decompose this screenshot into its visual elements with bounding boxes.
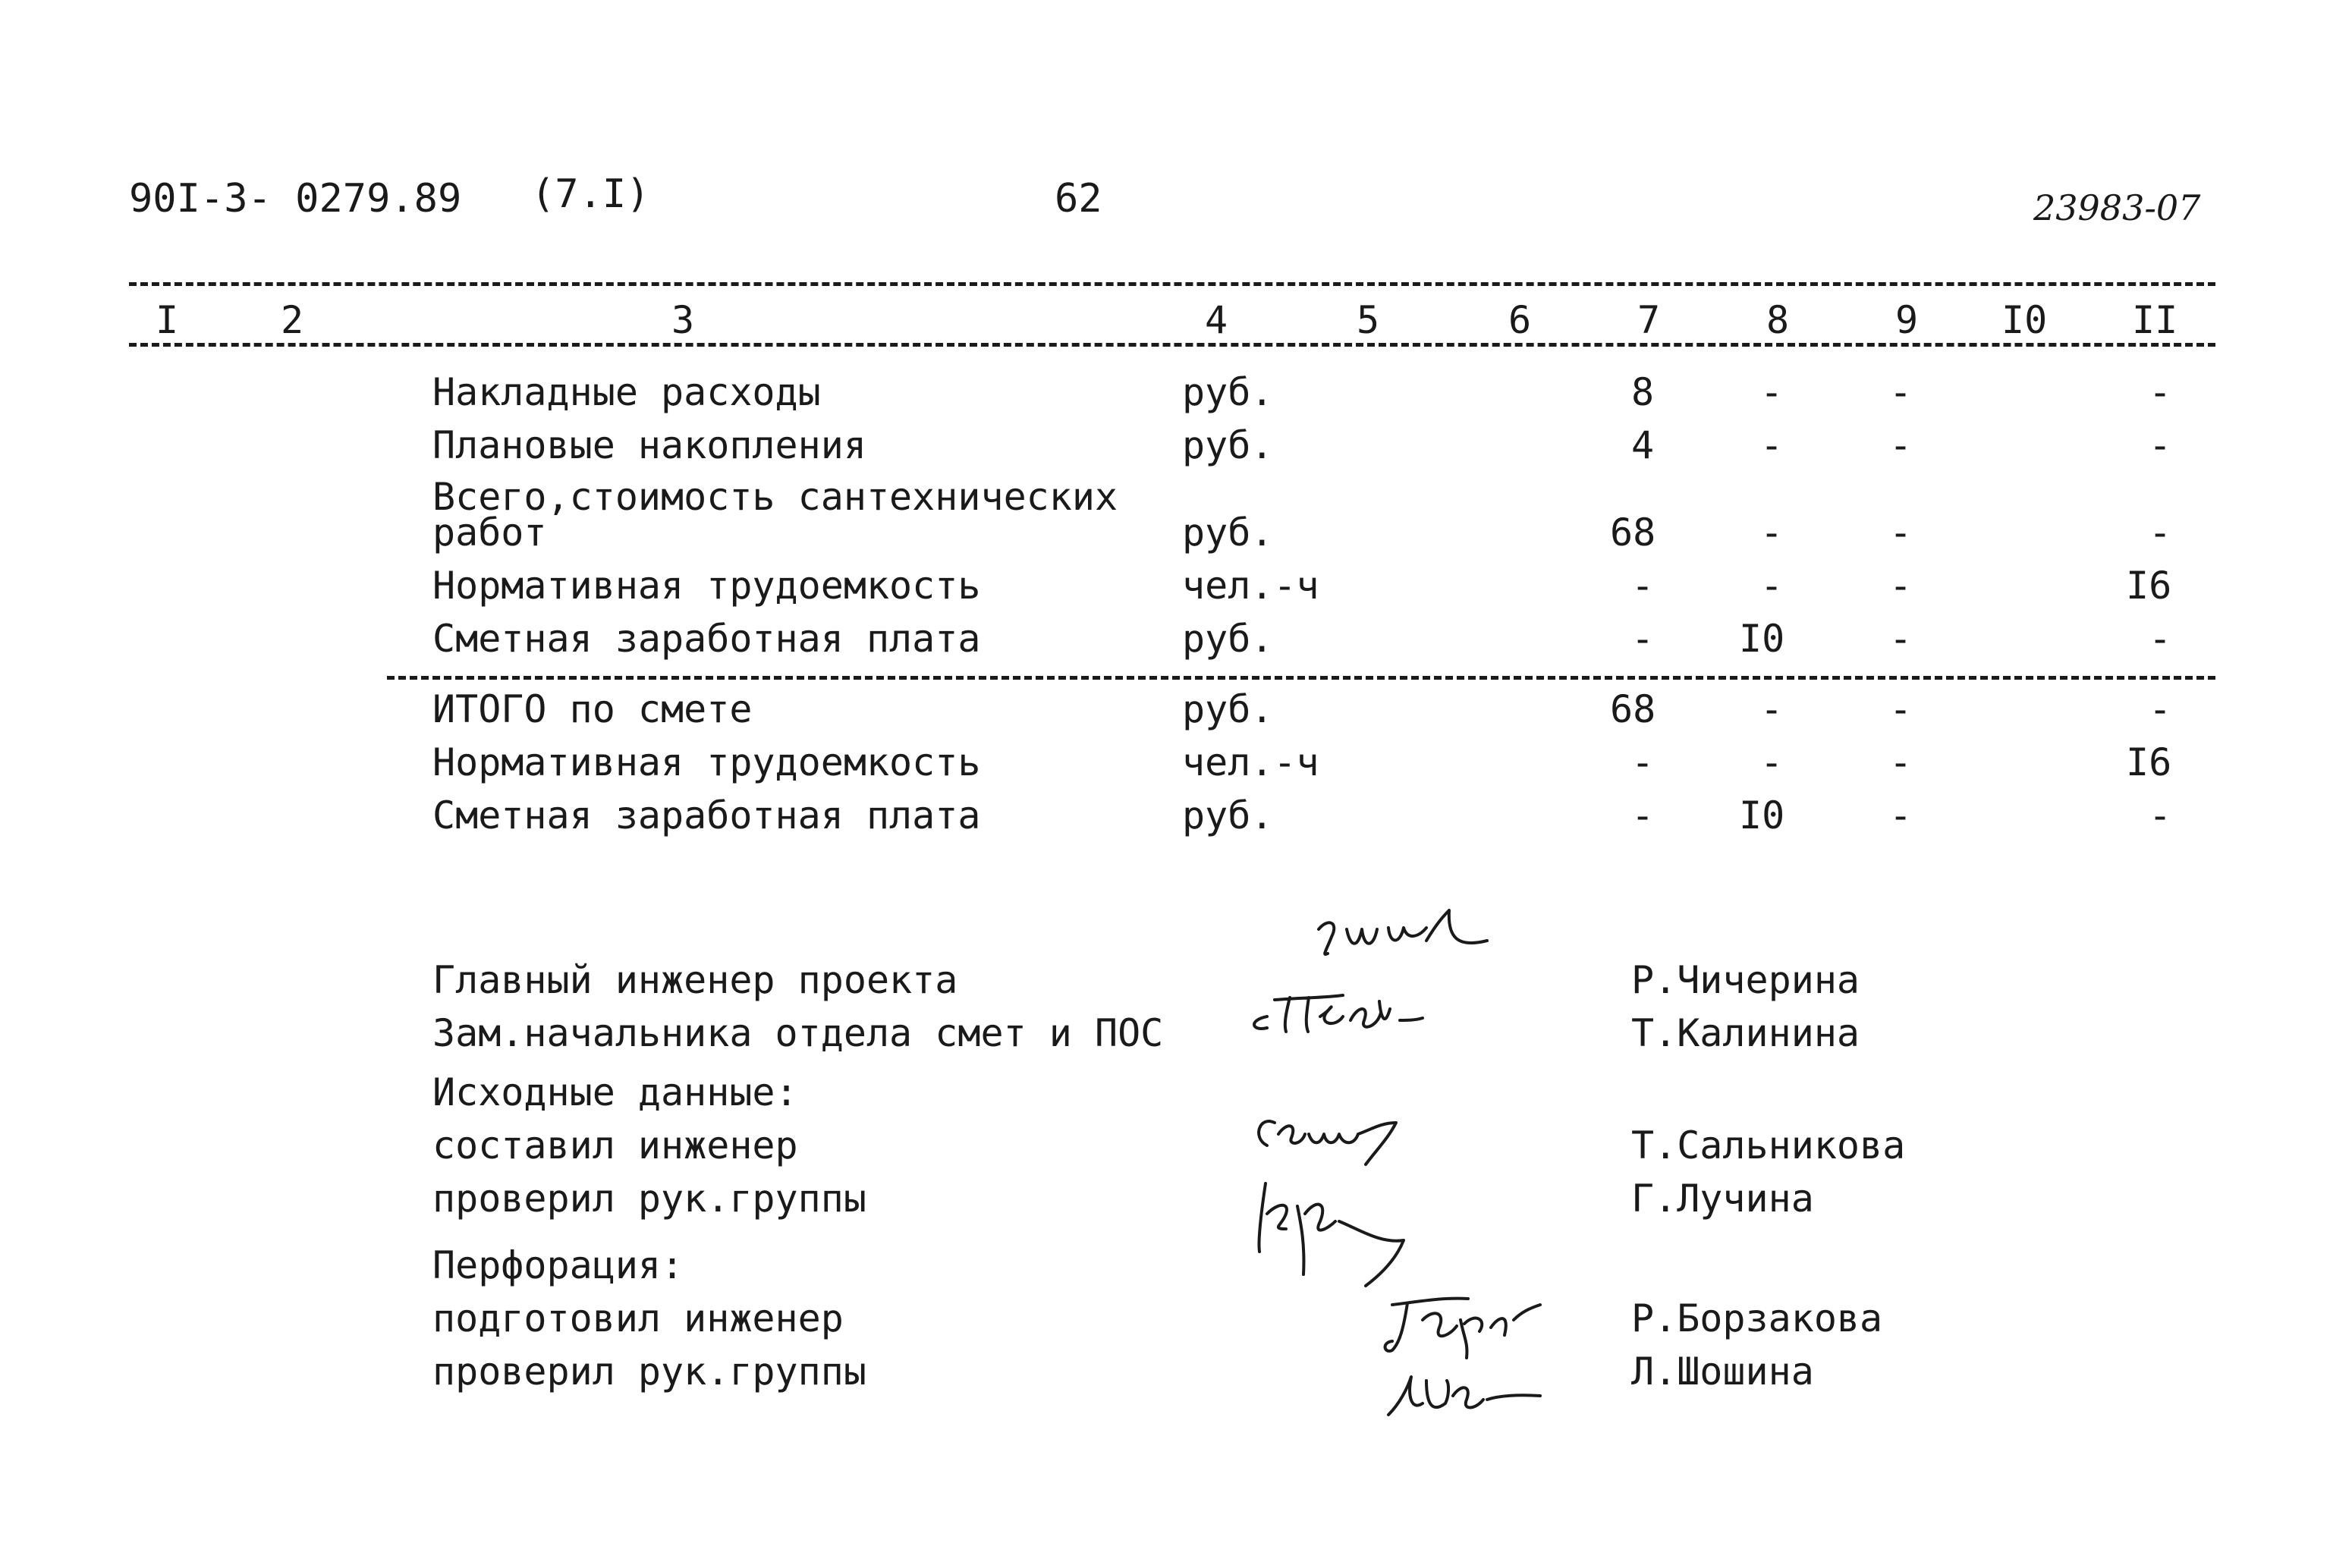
row-col11: I6 bbox=[2126, 740, 2172, 784]
row-col8: - bbox=[1760, 423, 1784, 467]
row-col9: - bbox=[1889, 511, 1913, 555]
row-label-line1: Всего,стоимость сантехнических bbox=[432, 475, 1118, 519]
role-prepared: подготовил инженер bbox=[432, 1296, 844, 1340]
row-label: работ bbox=[432, 511, 547, 555]
row-col9: - bbox=[1889, 740, 1913, 784]
row-col9: - bbox=[1889, 617, 1913, 661]
column-header-11: II bbox=[2132, 298, 2178, 342]
row-col11: - bbox=[2149, 793, 2172, 837]
section-number: (7.I) bbox=[531, 171, 650, 217]
row-unit: чел.-ч bbox=[1182, 740, 1319, 784]
signature-chicherina bbox=[1305, 907, 1502, 967]
row-col11: - bbox=[2149, 423, 2172, 467]
column-header-10: I0 bbox=[2001, 298, 2048, 342]
name-checked: Г.Лучина bbox=[1631, 1177, 1814, 1221]
row-col7: 68 bbox=[1610, 511, 1656, 555]
column-header-6: 6 bbox=[1508, 298, 1532, 342]
row-unit: руб. bbox=[1182, 370, 1274, 414]
column-header-2: 2 bbox=[281, 298, 304, 342]
row-unit: руб. bbox=[1182, 423, 1274, 467]
column-header-7: 7 bbox=[1637, 298, 1661, 342]
column-header-3: 3 bbox=[671, 298, 695, 342]
row-col7: - bbox=[1631, 740, 1655, 784]
row-col9: - bbox=[1889, 687, 1913, 731]
table-top-rule bbox=[129, 282, 2215, 286]
perforation-heading: Перфорация: bbox=[432, 1243, 684, 1287]
row-col11: I6 bbox=[2126, 564, 2172, 608]
column-header-4: 4 bbox=[1205, 298, 1228, 342]
row-col9: - bbox=[1889, 564, 1913, 608]
signature-salnikova bbox=[1244, 1100, 1442, 1168]
source-data-heading: Исходные данные: bbox=[432, 1070, 798, 1114]
role-deputy-head: Зам.начальника отдела смет и ПОС bbox=[432, 1011, 1164, 1055]
row-unit: руб. bbox=[1182, 617, 1274, 661]
row-label: Сметная заработная плата bbox=[432, 793, 981, 837]
column-header-5: 5 bbox=[1357, 298, 1380, 342]
name-compiled: Т.Сальникова bbox=[1631, 1123, 1906, 1167]
row-unit: руб. bbox=[1182, 511, 1274, 555]
document-code: 90I-3- 0279.89 bbox=[129, 176, 462, 222]
row-col11: - bbox=[2149, 370, 2172, 414]
inventory-number: 23983-07 bbox=[2033, 187, 2201, 228]
row-col9: - bbox=[1889, 423, 1913, 467]
row-col11: - bbox=[2149, 617, 2172, 661]
row-col8: I0 bbox=[1739, 793, 1785, 837]
row-col11: - bbox=[2149, 687, 2172, 731]
role-checked2: проверил рук.группы bbox=[432, 1350, 866, 1394]
name-chief-engineer: Р.Чичерина bbox=[1631, 958, 1860, 1002]
column-header-9: 9 bbox=[1895, 298, 1919, 342]
row-col7: - bbox=[1631, 793, 1655, 837]
role-chief-engineer: Главный инженер проекта bbox=[432, 958, 958, 1002]
row-col8: - bbox=[1760, 740, 1784, 784]
name-checked2: Л.Шошина bbox=[1631, 1350, 1814, 1394]
row-label: Сметная заработная плата bbox=[432, 617, 981, 661]
row-label: Нормативная трудоемкость bbox=[432, 740, 981, 784]
row-col8: - bbox=[1760, 564, 1784, 608]
signature-kalinina bbox=[1244, 986, 1442, 1039]
row-col8: - bbox=[1760, 511, 1784, 555]
row-col9: - bbox=[1889, 370, 1913, 414]
row-col8: - bbox=[1760, 370, 1784, 414]
totals-separator-rule bbox=[387, 676, 2215, 680]
row-col11: - bbox=[2149, 511, 2172, 555]
role-checked: проверил рук.группы bbox=[432, 1177, 866, 1221]
signature-borzakova-shoshina bbox=[1377, 1290, 1605, 1426]
row-unit: руб. bbox=[1182, 687, 1274, 731]
row-col8: - bbox=[1760, 687, 1784, 731]
table-header-rule bbox=[129, 343, 2215, 347]
row-label: Плановые накопления bbox=[432, 423, 866, 467]
name-deputy-head: Т.Калинина bbox=[1631, 1011, 1860, 1055]
row-label: Накладные расходы bbox=[432, 370, 821, 414]
column-header-1: I bbox=[156, 298, 179, 342]
row-col8: I0 bbox=[1739, 617, 1785, 661]
row-unit: руб. bbox=[1182, 793, 1274, 837]
row-col7: 4 bbox=[1631, 423, 1655, 467]
row-col7: - bbox=[1631, 617, 1655, 661]
column-header-8: 8 bbox=[1766, 298, 1790, 342]
role-compiled: составил инженер bbox=[432, 1123, 798, 1167]
signature-luchina bbox=[1244, 1168, 1442, 1290]
name-prepared: Р.Борзакова bbox=[1631, 1296, 1883, 1340]
row-col7: 8 bbox=[1631, 370, 1655, 414]
row-label: ИТОГО по смете bbox=[432, 687, 753, 731]
page-number: 62 bbox=[1055, 176, 1102, 222]
row-col9: - bbox=[1889, 793, 1913, 837]
row-col7: 68 bbox=[1610, 687, 1656, 731]
row-unit: чел.-ч bbox=[1182, 564, 1319, 608]
row-col7: - bbox=[1631, 564, 1655, 608]
row-label: Нормативная трудоемкость bbox=[432, 564, 981, 608]
